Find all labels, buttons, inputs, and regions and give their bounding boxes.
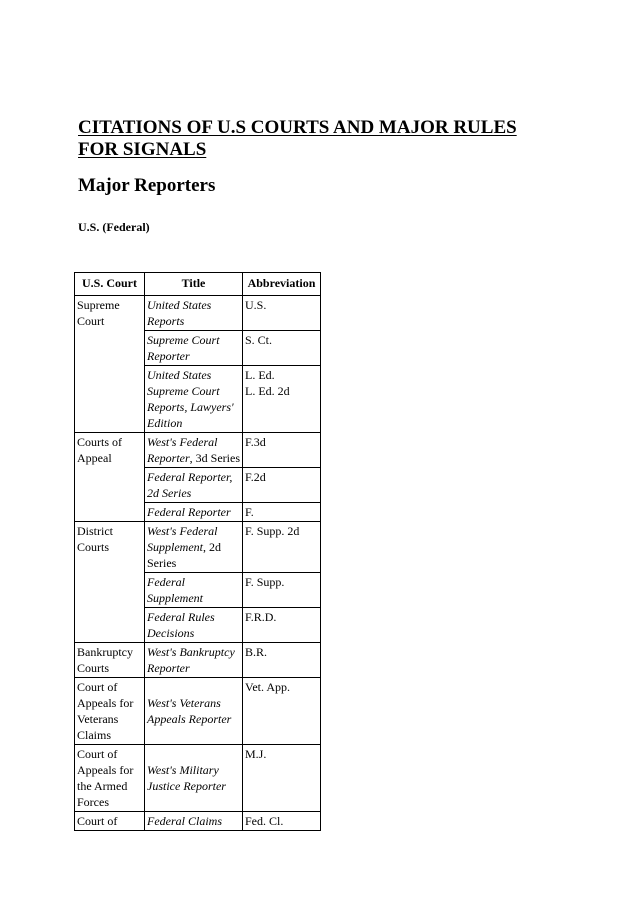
title-cell: West's Bankruptcy Reporter — [145, 643, 243, 678]
section-subheading: U.S. (Federal) — [78, 220, 150, 234]
column-header-title: Title — [145, 273, 243, 296]
title-cell — [145, 433, 243, 468]
abbreviation-cell: F. Supp. — [243, 573, 321, 608]
court-cell: Bankruptcy Courts — [75, 643, 145, 678]
court-cell: Supreme Court — [75, 296, 145, 433]
court-cell: Court of Appeals for the Armed Forces — [75, 745, 145, 812]
table-row — [75, 522, 321, 573]
title-italic: West's Federal Supplement — [147, 524, 218, 554]
title-italic: West's Federal Reporter — [147, 435, 218, 465]
abbreviation-cell: Vet. App. — [243, 678, 321, 745]
abbreviation-secondary: L. Ed. 2d — [245, 384, 290, 398]
column-header-abbreviation: Abbreviation — [243, 273, 321, 296]
court-cell: Courts of Appeal — [75, 433, 145, 522]
title-cell: United States Supreme Court Reports, Lawyers' Edition — [145, 366, 243, 433]
table-row — [75, 433, 321, 468]
abbreviation-cell: Fed. Cl. — [243, 812, 321, 831]
section-heading: Major Reporters — [78, 175, 216, 196]
abbreviation-cell: F. — [243, 503, 321, 522]
table-row — [75, 745, 321, 812]
abbreviation-cell: M.J. — [243, 745, 321, 812]
title-cell: Federal Reporter — [145, 503, 243, 522]
abbreviation-primary: L. Ed. — [245, 368, 275, 382]
title-cell: Federal Reporter, 2d Series — [145, 468, 243, 503]
court-cell: Court of — [75, 812, 145, 831]
court-cell: District Courts — [75, 522, 145, 643]
title-cell: Federal Claims — [145, 812, 243, 831]
abbreviation-cell: F.3d — [243, 433, 321, 468]
column-header-court: U.S. Court — [75, 273, 145, 296]
title-cell: Supreme Court Reporter — [145, 331, 243, 366]
abbreviation-cell: F.2d — [243, 468, 321, 503]
document-title — [78, 117, 578, 161]
court-cell: Court of Appeals for Veterans Claims — [75, 678, 145, 745]
title-cell: United States Reports — [145, 296, 243, 331]
title-suffix: , 2d Series — [147, 540, 221, 570]
abbreviation-cell: F.R.D. — [243, 608, 321, 643]
title-cell — [145, 522, 243, 573]
abbreviation-cell: U.S. — [243, 296, 321, 331]
abbreviation-cell: S. Ct. — [243, 331, 321, 366]
title-cell: West's Military Justice Reporter — [145, 745, 243, 812]
table-row — [75, 812, 321, 831]
document-title-line-1: CITATIONS OF U.S COURTS AND MAJOR RULES — [78, 117, 517, 138]
title-cell: Federal Rules Decisions — [145, 608, 243, 643]
abbreviation-cell — [243, 366, 321, 433]
abbreviation-cell: F. Supp. 2d — [243, 522, 321, 573]
title-suffix: , 3d Series — [189, 451, 240, 465]
table-row — [75, 296, 321, 331]
table-row — [75, 678, 321, 745]
table-header-row — [75, 273, 321, 296]
document-title-line-2: FOR SIGNALS — [78, 139, 207, 160]
reporters-table — [74, 272, 321, 831]
title-cell: West's Veterans Appeals Reporter — [145, 678, 243, 745]
abbreviation-cell: B.R. — [243, 643, 321, 678]
title-cell: Federal Supplement — [145, 573, 243, 608]
table-row — [75, 643, 321, 678]
